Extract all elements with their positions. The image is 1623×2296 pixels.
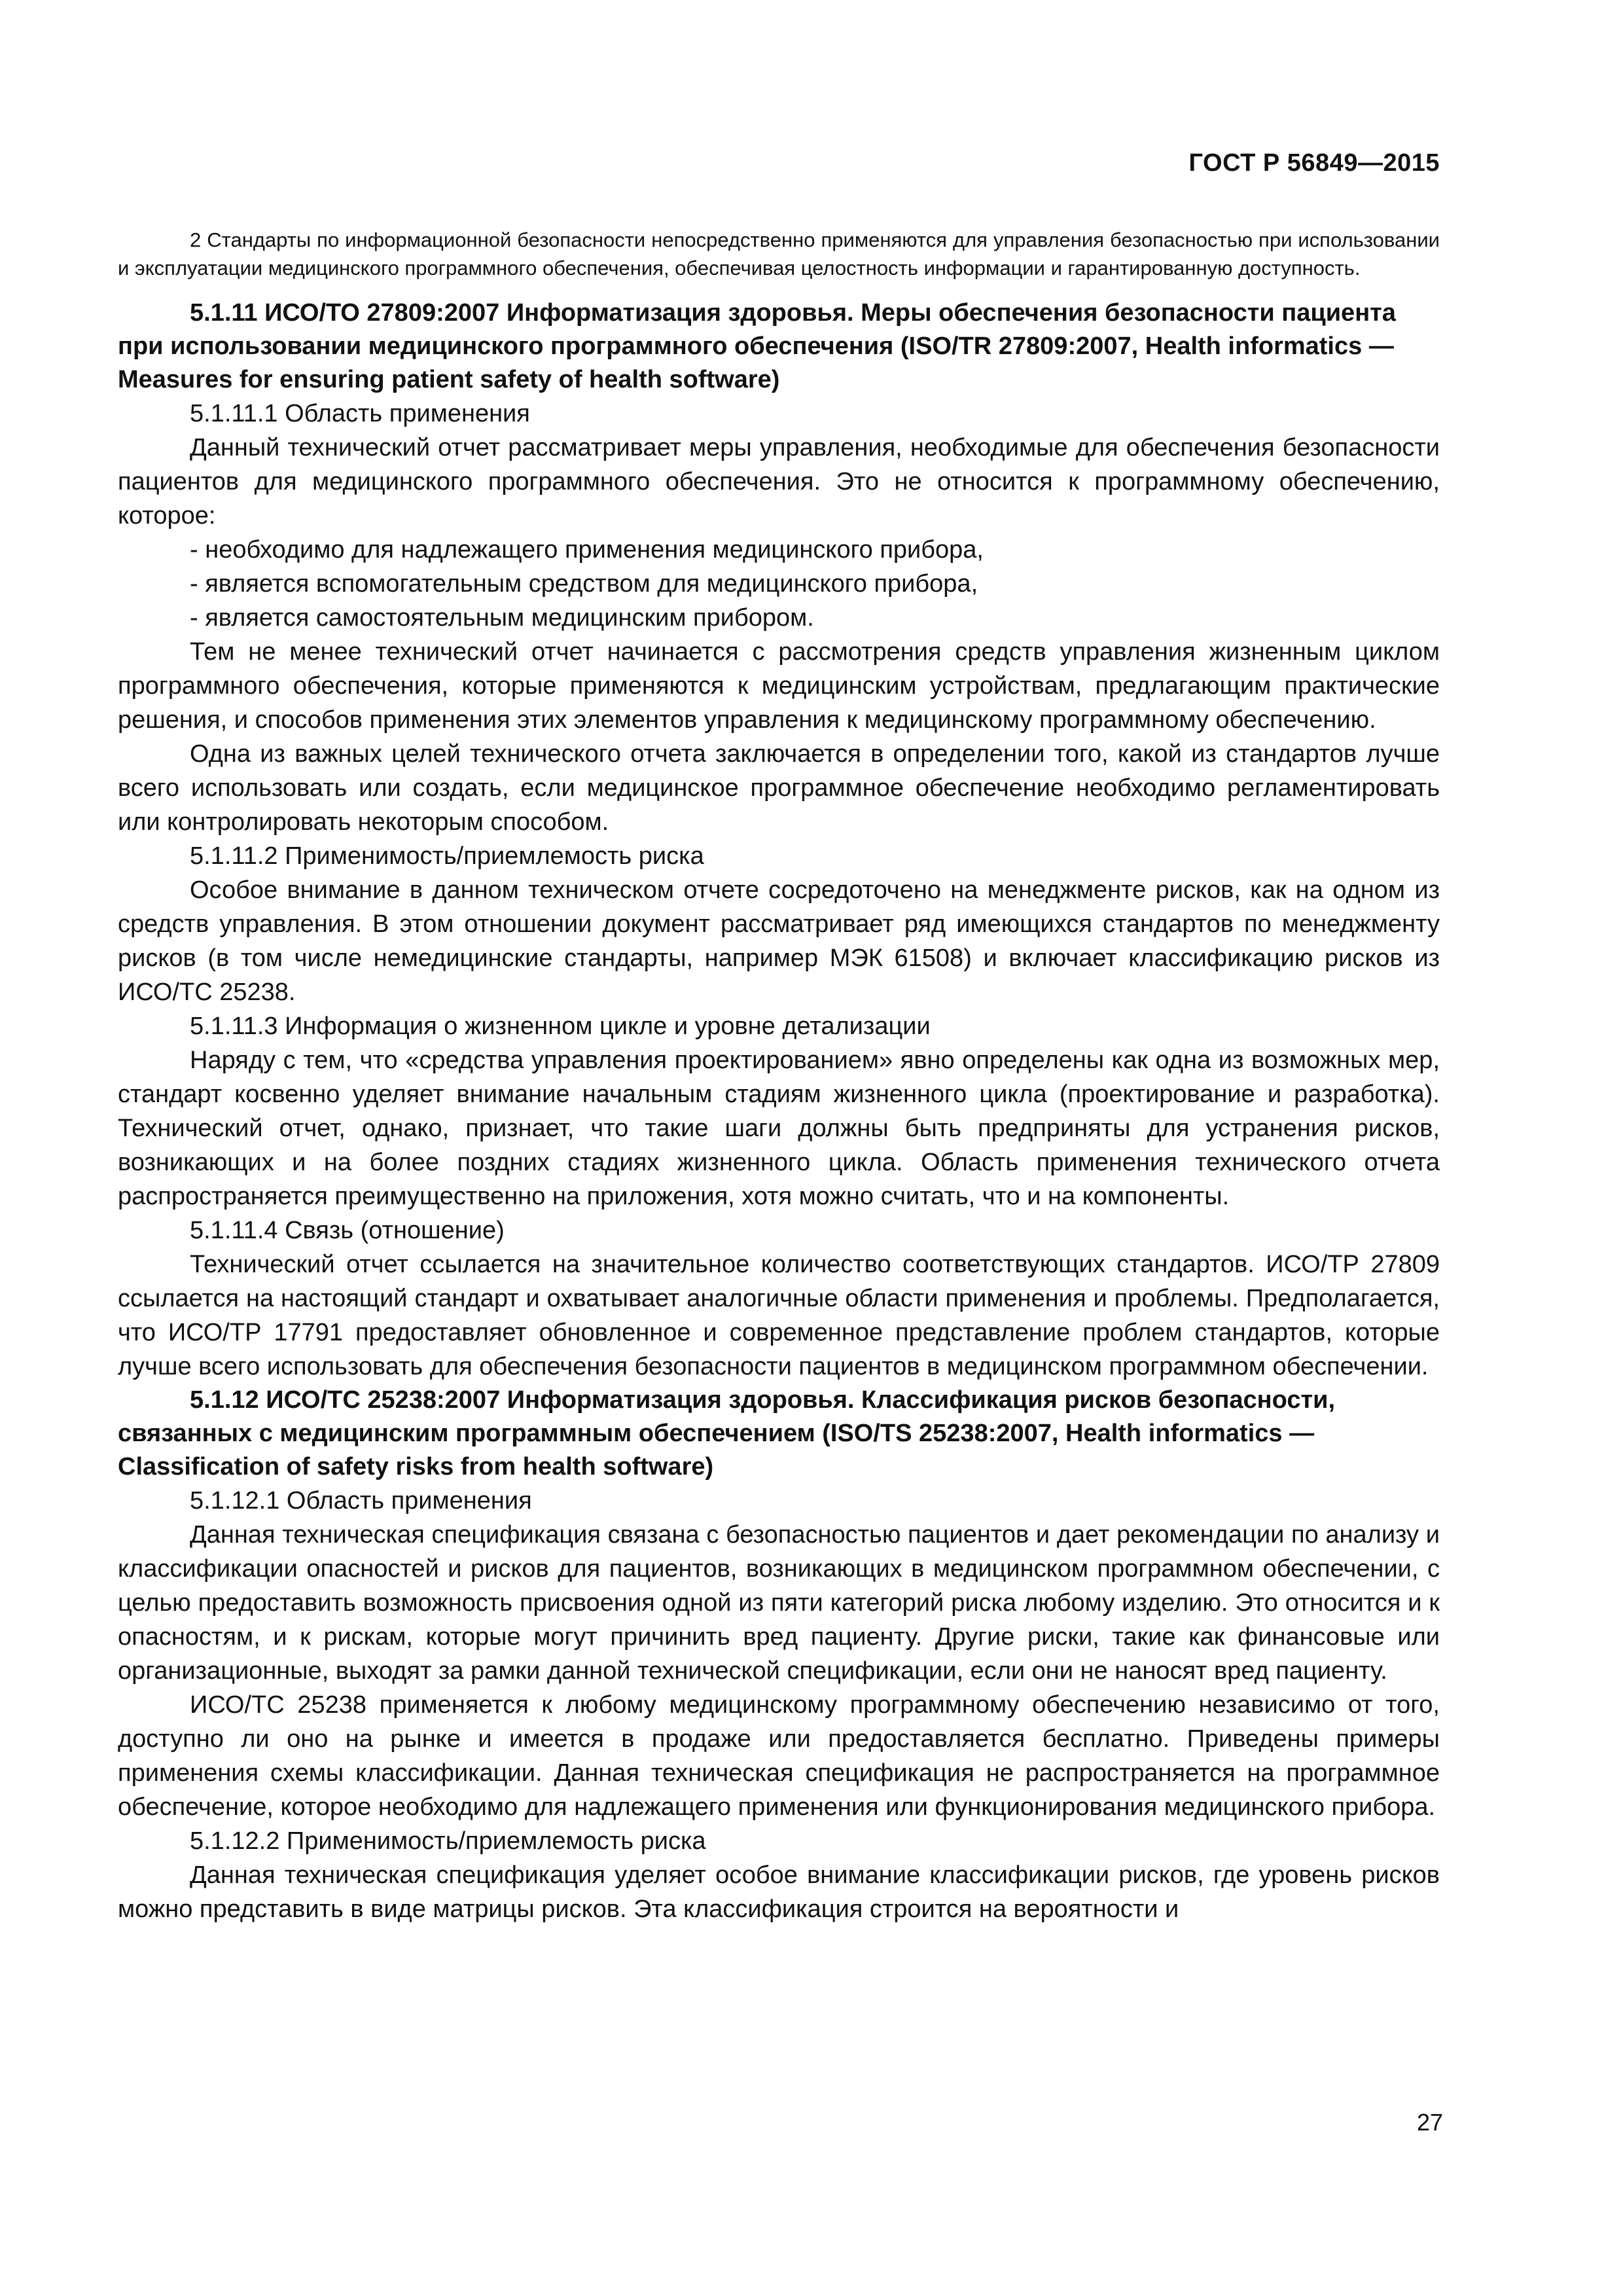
paragraph: Одна из важных целей технического отчета заключается в определении того, какой из стандартов лучше всего использовать или создать, если медицинское программное обеспечение необходимо регламентировать или контролировать некоторым способом. [118, 740, 1440, 836]
paragraph: Тем не менее технический отчет начинается с рассмотрения средств управления жизненным циклом программного обеспечения, которые применяются к медицинским устройствам, предлагающим практические решения, и способов применения этих элементов управления к медицинскому программному обеспечению. [118, 638, 1440, 734]
section-heading-5-1-12: 5.1.12 ИСО/ТС 25238:2007 Информатизация здоровья. Классификация рисков безопасности, связанных с медицинским программным обеспечением (ISO/TS 25238:2007, Health informatics — Classification of safety risks from health software) [118, 1386, 1336, 1480]
subsection-title-5-1-11-3: 5.1.11.3 Информация о жизненном цикле и уровне детализации [190, 1013, 931, 1040]
document-code-header: ГОСТ Р 56849—2015 [1188, 149, 1440, 177]
section-heading-5-1-11: 5.1.11 ИСО/ТО 27809:2007 Информатизация здоровья. Меры обеспечения безопасности пациента при использовании медицинского программного обеспечения (ISO/TR 27809:2007, Health informatics — Measures for ensuring patient safety of health software) [118, 299, 1396, 393]
paragraph: ИСО/ТС 25238 применяется к любому медицинскому программному обеспечению независимо от того, доступно ли оно на рынке и имеется в продаже или предоставляется бесплатно. Приведены примеры применения схемы классификации. Данная техническая спецификация не распространяется на программное обеспечение, которое необходимо для надлежащего применения или функционирования медицинского прибора. [118, 1691, 1440, 1821]
list-item: - необходимо для надлежащего применения медицинского прибора, [190, 536, 984, 564]
paragraph: Наряду с тем, что «средства управления проектированием» явно определены как одна из возможных мер, стандарт косвенно уделяет внимание начальным стадиям жизненного цикла (проектирование и разработка). Технический отчет, однако, признает, что такие шаги должны быть предприняты для устранения рисков, возникающих и на более поздних стадиях жизненного цикла. Область применения технического отчета распространяется преимущественно на приложения, хотя можно считать, что и на компоненты. [118, 1047, 1440, 1210]
paragraph: Данная техническая спецификация уделяет особое внимание классификации рисков, где уровень рисков можно представить в виде матрицы рисков. Эта классификация строится на вероятности и [118, 1861, 1440, 1923]
subsection-title-5-1-11-4: 5.1.11.4 Связь (отношение) [190, 1217, 505, 1244]
note-paragraph: 2 Стандарты по информационной безопасности непосредственно применяются для управления безопасностью при использовании и эксплуатации медицинского программного обеспечения, обеспечивая целостность информации и гарантированную доступность. [118, 228, 1440, 279]
subsection-title-5-1-11-2: 5.1.11.2 Применимость/приемлемость риска [190, 842, 704, 870]
list-item: - является вспомогательным средством для медицинского прибора, [190, 570, 978, 598]
subsection-title-5-1-12-2: 5.1.12.2 Применимость/приемлемость риска [190, 1827, 706, 1855]
paragraph: Данная техническая спецификация связана с безопасностью пациентов и дает рекомендации по анализу и классификации опасностей и рисков для пациентов, возникающих в медицинском программном обеспечении, с целью предоставить возможность присвоения одной из пяти категорий риска любому изделию. Это относится и к опасностям, и к рискам, которые могут причинить вред пациенту. Другие риски, такие как финансовые или организационные, выходят за рамки данной технической спецификации, если они не наносят вред пациенту. [118, 1521, 1440, 1685]
paragraph: Данный технический отчет рассматривает меры управления, необходимые для обеспечения безопасности пациентов для медицинского программного обеспечения. Это не относится к программному обеспечению, которое: [118, 434, 1440, 529]
page-number: 27 [1416, 2109, 1443, 2136]
paragraph: Технический отчет ссылается на значительное количество соответствующих стандартов. ИСО/ТР 27809 ссылается на настоящий стандарт и охватывает аналогичные области применения и проблемы. Предполагается, что ИСО/ТР 17791 предоставляет обновленное и современное представление проблем стандартов, которые лучше всего использовать для обеспечения безопасности пациентов в медицинском программном обеспечении. [118, 1251, 1440, 1380]
subsection-title-5-1-11-1: 5.1.11.1 Область применения [190, 400, 530, 427]
subsection-title-5-1-12-1: 5.1.12.1 Область применения [190, 1487, 532, 1515]
page-content [118, 226, 1440, 1926]
paragraph: Особое внимание в данном техническом отчете сосредоточено на менеджменте рисков, как на одном из средств управления. В этом отношении документ рассматривает ряд имеющихся стандартов по менеджменту рисков (в том числе немедицинские стандарты, например МЭК 61508) и включает классификацию рисков из ИСО/ТС 25238. [118, 876, 1440, 1006]
list-item: - является самостоятельным медицинским прибором. [190, 604, 814, 632]
